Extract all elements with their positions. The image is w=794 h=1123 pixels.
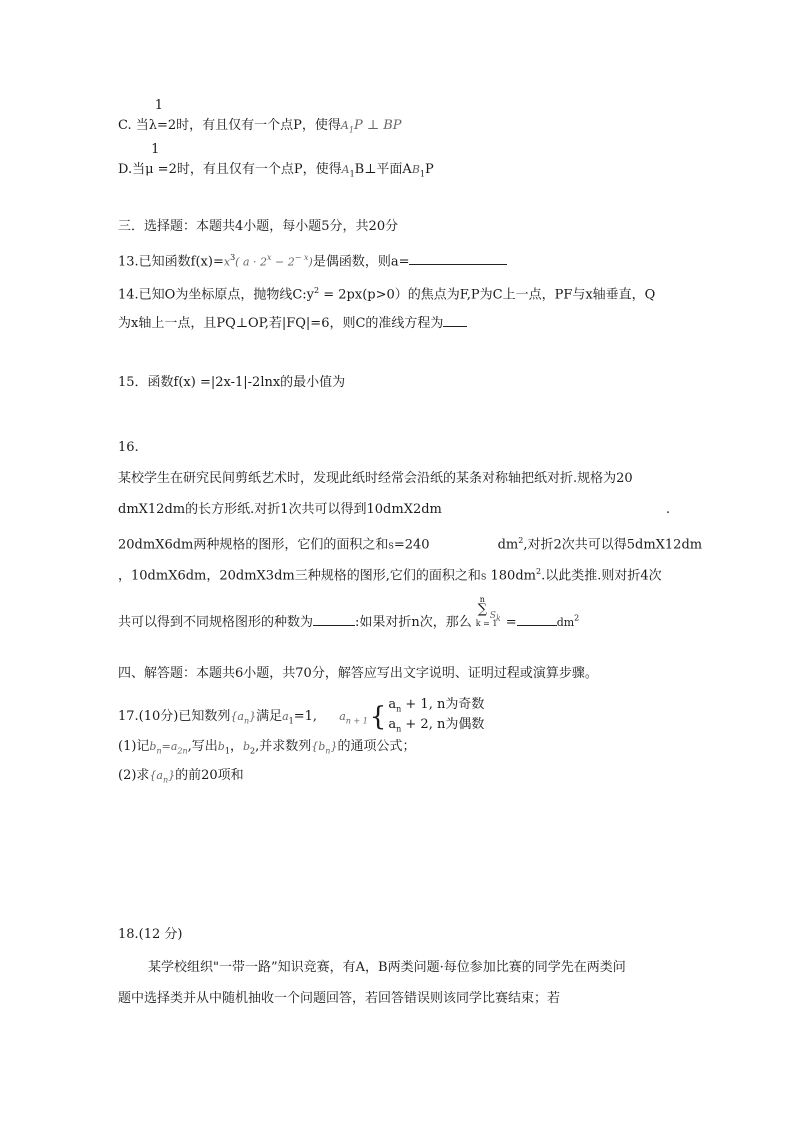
summation-symbol: n ∑ k = 1 $S_k$ [475,595,501,628]
section-four-heading: 四、解答题：本题共6小题，共70分，解答应写出文字说明、证明过程或演算步骤。 [118,666,598,681]
question-16-line-5: 共可以得到不同规格图形的种数为 :如果对折n次，那么 n ∑ k = 1 $S_k$ = $dm^2$ [118,595,580,630]
answer-blank[interactable] [443,314,467,327]
option-d-prefix: D.当 [118,162,146,177]
question-16-number: 16. [118,440,139,455]
piecewise-cases: $a_n + 1$, n为奇数 $a_n + 2$, n为偶数 [388,697,485,734]
question-18-heading: 18.(12 分) [118,927,183,942]
question-18-line-1: 某学校组织"一带一路”知识竞赛，有A，B两类问题·每位参加比赛的同学先在两类问 [148,960,626,975]
section-three-heading: 三．选择题：本题共4小题，每小题5分，共20分 [118,219,399,234]
question-17-statement: 17.(10分)已知数列$\{a_n\}$满足$a_1=1$, $a_{n + 1}${ $a_n + 1$, n为奇数 $a_n + 2$, n为偶数 [118,697,484,736]
question-17-part-2: (2)求$\{a_n\}$的前20项和 [118,768,244,785]
answer-blank[interactable] [313,613,355,626]
piecewise-brace: { [369,701,387,732]
answer-blank[interactable] [517,613,557,626]
option-d-text: 时，有且仅有一个点P，使得 [176,162,342,177]
question-17-part-1: (1)记$b_n=a_{2n}$,写出$b_1$，$b_2$,并求数列$\{b_n\}$的通项公式； [118,739,416,756]
question-16-line-3: 20dmX6dm两种规格的图形，它们的面积之和S=240 $dm^2$,对折2次共可以得5dmX12dm [118,536,703,553]
question-16-line-4: ，10dmX6dm，20dmX3dm三种规格的图形,它们的面积之和S $180dm^2$.以此类推.则对折4次 [118,567,662,584]
option-c-text: 时，有且仅有一个点P，使得 [176,118,341,133]
fraction-half: 1 μ =2 [145,142,177,177]
question-15: 15．函数f(x) =|2x-1|-2lnx的最小值为 [118,375,346,390]
option-d: D.当 1 μ =2时，有且仅有一个点P，使得$A_1B\perp$平面$AB_1P$ [118,142,434,179]
question-16-line-2: dmX12dm的长方形纸.对折1次共可以得到10dmX2dm . [118,502,671,517]
option-c: C. 当 1 λ=2时，有且仅有一个点P，使得$A_1P$ ⊥ BP [118,98,402,135]
question-14-line-1: 14.已知O为坐标原点，抛物线$C:y^2 = 2px(p>0)$的焦点为F,P为C上一点，PF与x轴垂直，Q [118,286,656,303]
answer-blank[interactable] [409,252,507,265]
option-c-prefix: C. 当 [118,118,149,133]
question-18-line-2: 题中选择类并从中随机抽收一个问题回答，若回答错误则该同学比赛结束；若 [118,991,561,1006]
question-13: 13.已知函数$f(x)=x^3$( $a \cdot 2^x - 2^{- x}$)是偶函数，则a= [118,250,507,270]
question-16-line-1: 某校学生在研究民间剪纸艺术时，发现此纸时经常会沿纸的某条对称轴把纸对折.规格为20 [118,471,633,486]
question-14-line-2: 为x轴上一点，且PQ⊥OP,若|FQ|=6，则C的准线方程为 [118,314,467,332]
fraction-half: 1 λ=2 [148,98,177,133]
